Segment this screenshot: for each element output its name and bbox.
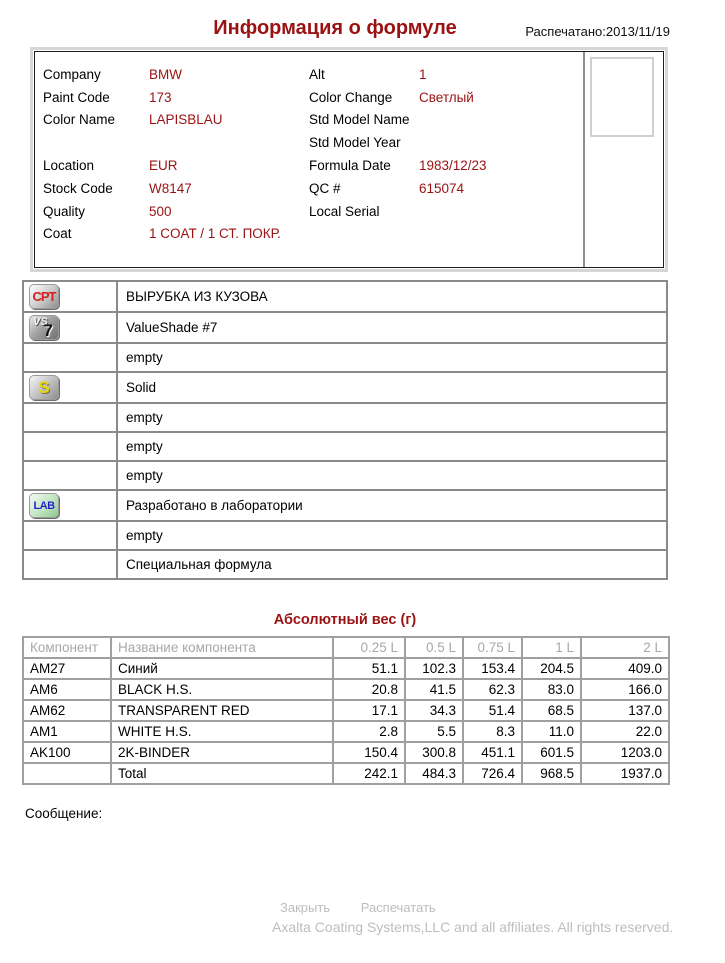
attributes-table <box>22 280 668 580</box>
component-code-cell: AK100 <box>23 742 111 763</box>
weight-cell: 22.0 <box>581 721 669 742</box>
weight-cell: 300.8 <box>405 742 463 763</box>
component-name-cell: TRANSPARENT RED <box>111 700 333 721</box>
weight-cell: 17.1 <box>333 700 405 721</box>
info-value: 500 <box>149 203 172 219</box>
attr-row <box>23 343 667 372</box>
column-header: 0.25 L <box>333 637 405 658</box>
weight-cell: 1937.0 <box>581 763 669 784</box>
attr-text: empty <box>117 461 667 490</box>
component-code-cell: AM1 <box>23 721 111 742</box>
weight-cell: 68.5 <box>522 700 581 721</box>
info-value: Светлый <box>419 89 474 105</box>
formula-info-grid <box>35 52 583 267</box>
info-row <box>43 223 309 246</box>
attr-icon-cell <box>23 521 117 550</box>
formula-info-box <box>30 47 668 272</box>
weight-cell: 34.3 <box>405 700 463 721</box>
weight-cell: 5.5 <box>405 721 463 742</box>
info-row <box>309 223 583 246</box>
info-row <box>309 131 583 154</box>
column-header: 0.5 L <box>405 637 463 658</box>
attr-icon-cell <box>23 281 117 312</box>
attr-text: Разработано в лаборатории <box>117 490 667 521</box>
attr-icon-cell <box>23 432 117 461</box>
column-header: 0.75 L <box>463 637 522 658</box>
info-label: Color Change <box>309 89 393 105</box>
component-name-cell: Total <box>111 763 333 784</box>
attr-text: ВЫРУБКА ИЗ КУЗОВА <box>117 281 667 312</box>
component-name-cell: Синий <box>111 658 333 679</box>
info-value: 1983/12/23 <box>419 158 487 174</box>
info-value: BMW <box>149 66 182 82</box>
info-row <box>43 177 309 200</box>
attr-icon-cell <box>23 312 117 343</box>
info-value: W8147 <box>149 180 192 196</box>
attr-row <box>23 372 667 403</box>
lab-icon: LAB <box>29 493 59 518</box>
weight-cell: 204.5 <box>522 658 581 679</box>
table-row <box>23 700 669 721</box>
attr-row <box>23 550 667 579</box>
weight-cell: 1203.0 <box>581 742 669 763</box>
info-row <box>309 200 583 223</box>
info-label: Quality <box>43 203 86 219</box>
weight-cell: 8.3 <box>463 721 522 742</box>
info-label: QC # <box>309 180 341 196</box>
attr-row <box>23 521 667 550</box>
table-row <box>23 763 669 784</box>
footer-links <box>280 900 436 915</box>
cpt-icon: CPT <box>29 284 59 309</box>
info-label: Alt <box>309 66 325 82</box>
attr-row <box>23 432 667 461</box>
info-row <box>309 177 583 200</box>
info-row <box>309 109 583 132</box>
info-row <box>43 200 309 223</box>
info-label: Location <box>43 158 95 174</box>
weight-cell: 601.5 <box>522 742 581 763</box>
weight-cell: 51.4 <box>463 700 522 721</box>
info-row <box>309 154 583 177</box>
info-value: EUR <box>149 158 178 174</box>
weight-cell: 409.0 <box>581 658 669 679</box>
attr-text: Solid <box>117 372 667 403</box>
weight-cell: 83.0 <box>522 679 581 700</box>
info-label: Stock Code <box>43 180 113 196</box>
info-row <box>43 154 309 177</box>
attr-icon-cell <box>23 403 117 432</box>
weight-cell: 726.4 <box>463 763 522 784</box>
attr-icon-cell <box>23 343 117 372</box>
info-label: Local Serial <box>309 203 380 219</box>
info-row <box>43 109 309 132</box>
solid-icon: S <box>29 375 59 400</box>
weight-cell: 150.4 <box>333 742 405 763</box>
close-button[interactable]: Закрыть <box>280 900 331 915</box>
table-row <box>23 721 669 742</box>
info-row <box>43 131 309 154</box>
column-header: Название компонента <box>111 637 333 658</box>
weight-cell: 51.1 <box>333 658 405 679</box>
weight-cell: 102.3 <box>405 658 463 679</box>
table-row <box>23 658 669 679</box>
info-label: Color Name <box>43 112 116 128</box>
weight-cell: 242.1 <box>333 763 405 784</box>
info-row <box>43 63 309 86</box>
weight-cell: 484.3 <box>405 763 463 784</box>
table-row <box>23 742 669 763</box>
weight-cell: 62.3 <box>463 679 522 700</box>
weight-cell: 41.5 <box>405 679 463 700</box>
attr-row <box>23 403 667 432</box>
weight-cell: 451.1 <box>463 742 522 763</box>
printed-date: Распечатано:2013/11/19 <box>525 24 670 39</box>
attr-text: empty <box>117 343 667 372</box>
formula-info-box-inner <box>34 51 664 268</box>
component-name-cell: 2K-BINDER <box>111 742 333 763</box>
attr-row <box>23 312 667 343</box>
component-code-cell: AM62 <box>23 700 111 721</box>
attr-row <box>23 461 667 490</box>
info-label: Coat <box>43 226 72 242</box>
attr-icon-cell <box>23 550 117 579</box>
info-value: LAPISBLAU <box>149 112 223 128</box>
info-label: Std Model Year <box>309 135 401 151</box>
swatch-panel <box>585 52 663 267</box>
table-row <box>23 679 669 700</box>
attr-icon-cell <box>23 490 117 521</box>
info-value: 1 <box>419 66 427 82</box>
info-label: Formula Date <box>309 158 391 174</box>
info-row <box>43 86 309 109</box>
weight-cell: 968.5 <box>522 763 581 784</box>
weights-header-row <box>23 637 669 658</box>
copyright-text: Axalta Coating Systems,LLC and all affiliates. All rights reserved. <box>272 919 674 935</box>
info-value: 615074 <box>419 180 465 196</box>
attr-text: empty <box>117 403 667 432</box>
info-value: 173 <box>149 89 172 105</box>
component-name-cell: WHITE H.S. <box>111 721 333 742</box>
info-column-left <box>43 63 309 267</box>
valueshade-icon: VS 7 <box>29 315 59 340</box>
info-label: Paint Code <box>43 89 110 105</box>
weight-cell: 137.0 <box>581 700 669 721</box>
column-header: Компонент <box>23 637 111 658</box>
info-label: Company <box>43 66 101 82</box>
attr-row <box>23 281 667 312</box>
column-header: 2 L <box>581 637 669 658</box>
component-code-cell <box>23 763 111 784</box>
info-row <box>309 63 583 86</box>
attr-text: ValueShade #7 <box>117 312 667 343</box>
attr-text: Специальная формула <box>117 550 667 579</box>
message-label: Сообщение: <box>25 806 103 821</box>
print-button[interactable]: Распечатать <box>360 900 436 915</box>
weights-table <box>22 636 670 785</box>
info-column-right <box>309 63 583 267</box>
attr-row <box>23 490 667 521</box>
attr-text: empty <box>117 432 667 461</box>
weights-title: Абсолютный вес (г) <box>273 612 417 628</box>
info-label: Std Model Name <box>309 112 410 128</box>
info-row <box>309 86 583 109</box>
weight-cell: 20.8 <box>333 679 405 700</box>
attr-icon-cell <box>23 461 117 490</box>
component-name-cell: BLACK H.S. <box>111 679 333 700</box>
component-code-cell: AM6 <box>23 679 111 700</box>
color-swatch <box>590 57 654 137</box>
weight-cell: 166.0 <box>581 679 669 700</box>
weight-cell: 2.8 <box>333 721 405 742</box>
page-title: Информация о формуле <box>213 17 457 39</box>
info-value: 1 COAT / 1 СТ. ПОКР. <box>149 226 281 242</box>
attr-text: empty <box>117 521 667 550</box>
weight-cell: 153.4 <box>463 658 522 679</box>
attr-icon-cell <box>23 372 117 403</box>
component-code-cell: AM27 <box>23 658 111 679</box>
weight-cell: 11.0 <box>522 721 581 742</box>
column-header: 1 L <box>522 637 581 658</box>
